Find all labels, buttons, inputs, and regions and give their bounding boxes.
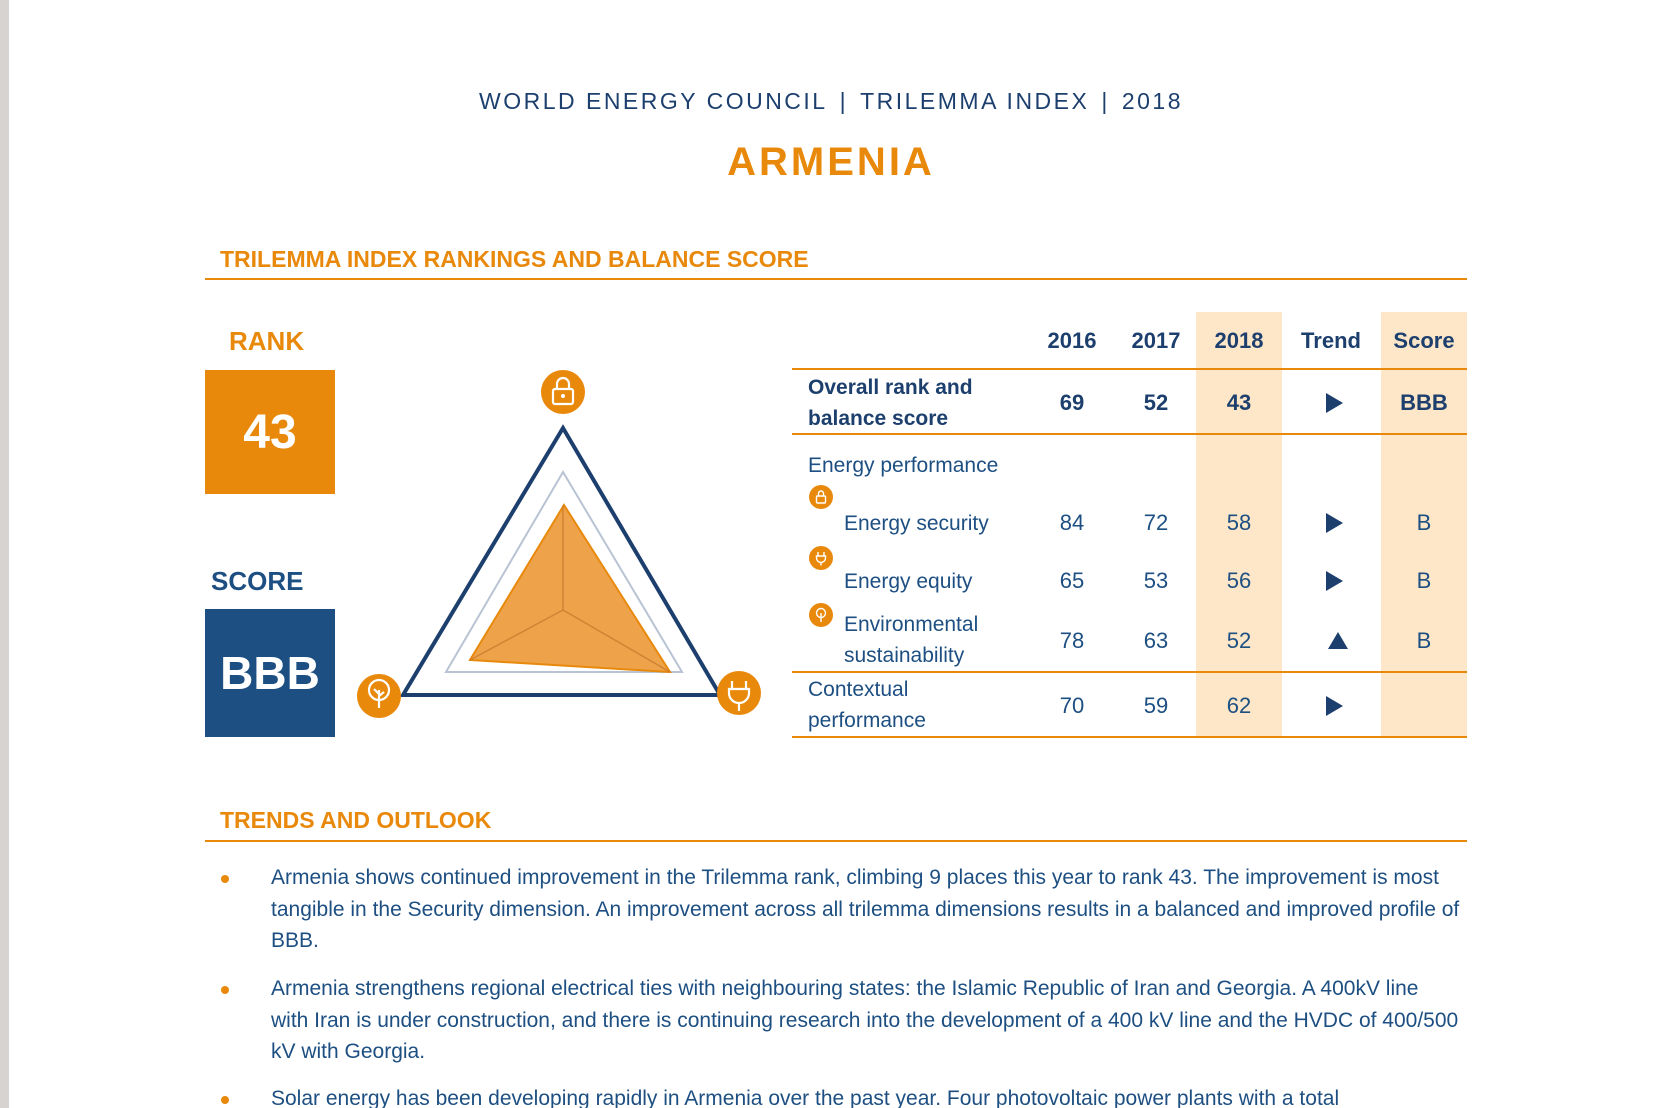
index-name: TRILEMMA INDEX: [860, 88, 1090, 114]
environment-2017: 63: [1143, 628, 1169, 653]
overall-2018: 43: [1226, 390, 1252, 415]
energy-equity-label: Energy equity: [844, 570, 973, 593]
section-divider: [205, 840, 1467, 842]
trilemma-triangle-chart: [340, 360, 780, 740]
equity-score: B: [1416, 568, 1432, 593]
overall-2017: 52: [1143, 390, 1169, 415]
environmental-sustainability-label: Environmental sustainability: [844, 613, 979, 667]
col-header-2017: 2017: [1131, 328, 1181, 353]
bullet-marker: [221, 875, 229, 883]
environment-2016: 78: [1059, 628, 1085, 653]
tree-icon: [809, 603, 833, 627]
lock-icon: [541, 370, 585, 414]
equity-2016: 65: [1059, 568, 1085, 593]
country-title: ARMENIA: [727, 140, 935, 184]
bullet-item: Solar energy has been developing rapidly in Armenia over the past year. Four photovoltaic power plants with a total: [271, 1087, 1340, 1108]
table-rule-bottom: [792, 736, 1467, 738]
table-rule-top: [792, 368, 1467, 370]
table-rule-mid: [792, 433, 1467, 435]
bullet-marker: [221, 986, 229, 994]
tree-icon: [357, 674, 401, 718]
col-header-2016: 2016: [1047, 328, 1097, 353]
rank-value: 43: [205, 370, 335, 494]
score-label: SCORE: [211, 566, 304, 596]
col-header-2018: 2018: [1214, 328, 1264, 353]
org-name: WORLD ENERGY COUNCIL: [478, 88, 828, 114]
col-header-trend: Trend: [1301, 328, 1361, 353]
trend-up-icon: [1328, 632, 1348, 649]
equity-2017: 53: [1143, 568, 1169, 593]
contextual-2017: 59: [1143, 693, 1169, 718]
energy-performance-label: Energy performance: [808, 454, 999, 477]
energy-security-label: Energy security: [844, 512, 989, 535]
environment-score: B: [1416, 628, 1432, 653]
environment-2018: 52: [1226, 628, 1252, 653]
table-rule-lower: [792, 671, 1467, 673]
trend-right-icon: [1326, 571, 1343, 591]
overall-score: BBB: [1400, 390, 1448, 415]
plug-icon: [717, 671, 761, 715]
lock-icon: [809, 485, 833, 509]
trend-right-icon: [1326, 513, 1343, 533]
bullet-item: Armenia shows continued improvement in the Trilemma rank, climbing 9 places this year to rank 43. The improvement is most tangible in the Security dimension. An improvement across all trilemma dimensions results in a balanced and improved profile of BBB.: [271, 866, 1460, 952]
rank-label: RANK: [229, 326, 305, 356]
equity-2018: 56: [1226, 568, 1252, 593]
security-score: B: [1416, 510, 1432, 535]
contextual-2018: 62: [1226, 693, 1252, 718]
overall-2016: 69: [1059, 390, 1085, 415]
security-2017: 72: [1143, 510, 1169, 535]
score-value: BBB: [205, 609, 335, 737]
section-divider: [205, 278, 1467, 280]
security-2018: 58: [1226, 510, 1252, 535]
trends-section-title: TRENDS AND OUTLOOK: [220, 807, 492, 833]
report-header: WORLD ENERGY COUNCIL | TRILEMMA INDEX | 2018: [478, 88, 1184, 114]
plug-icon: [809, 546, 833, 570]
bullet-marker: [221, 1096, 229, 1104]
trend-right-icon: [1326, 696, 1343, 716]
rankings-section-title: TRILEMMA INDEX RANKINGS AND BALANCE SCORE: [220, 246, 809, 272]
bullet-item: Armenia strengthens regional electrical ties with neighbouring states: the Islamic Republic of Iran and Georgia. A 400kV line with Iran is under construction, and there is continuing research into the development of a 400 kV line and the HVDC of 400/500 kV with Georgia.: [271, 977, 1459, 1063]
col-header-score: Score: [1393, 328, 1455, 353]
contextual-2016: 70: [1059, 693, 1085, 718]
trend-right-icon: [1326, 393, 1343, 413]
contextual-performance-label: Contextual performance: [808, 678, 926, 732]
report-year: 2018: [1121, 88, 1184, 114]
overall-row-label: Overall rank and balance score: [808, 376, 973, 430]
security-2016: 84: [1059, 510, 1085, 535]
